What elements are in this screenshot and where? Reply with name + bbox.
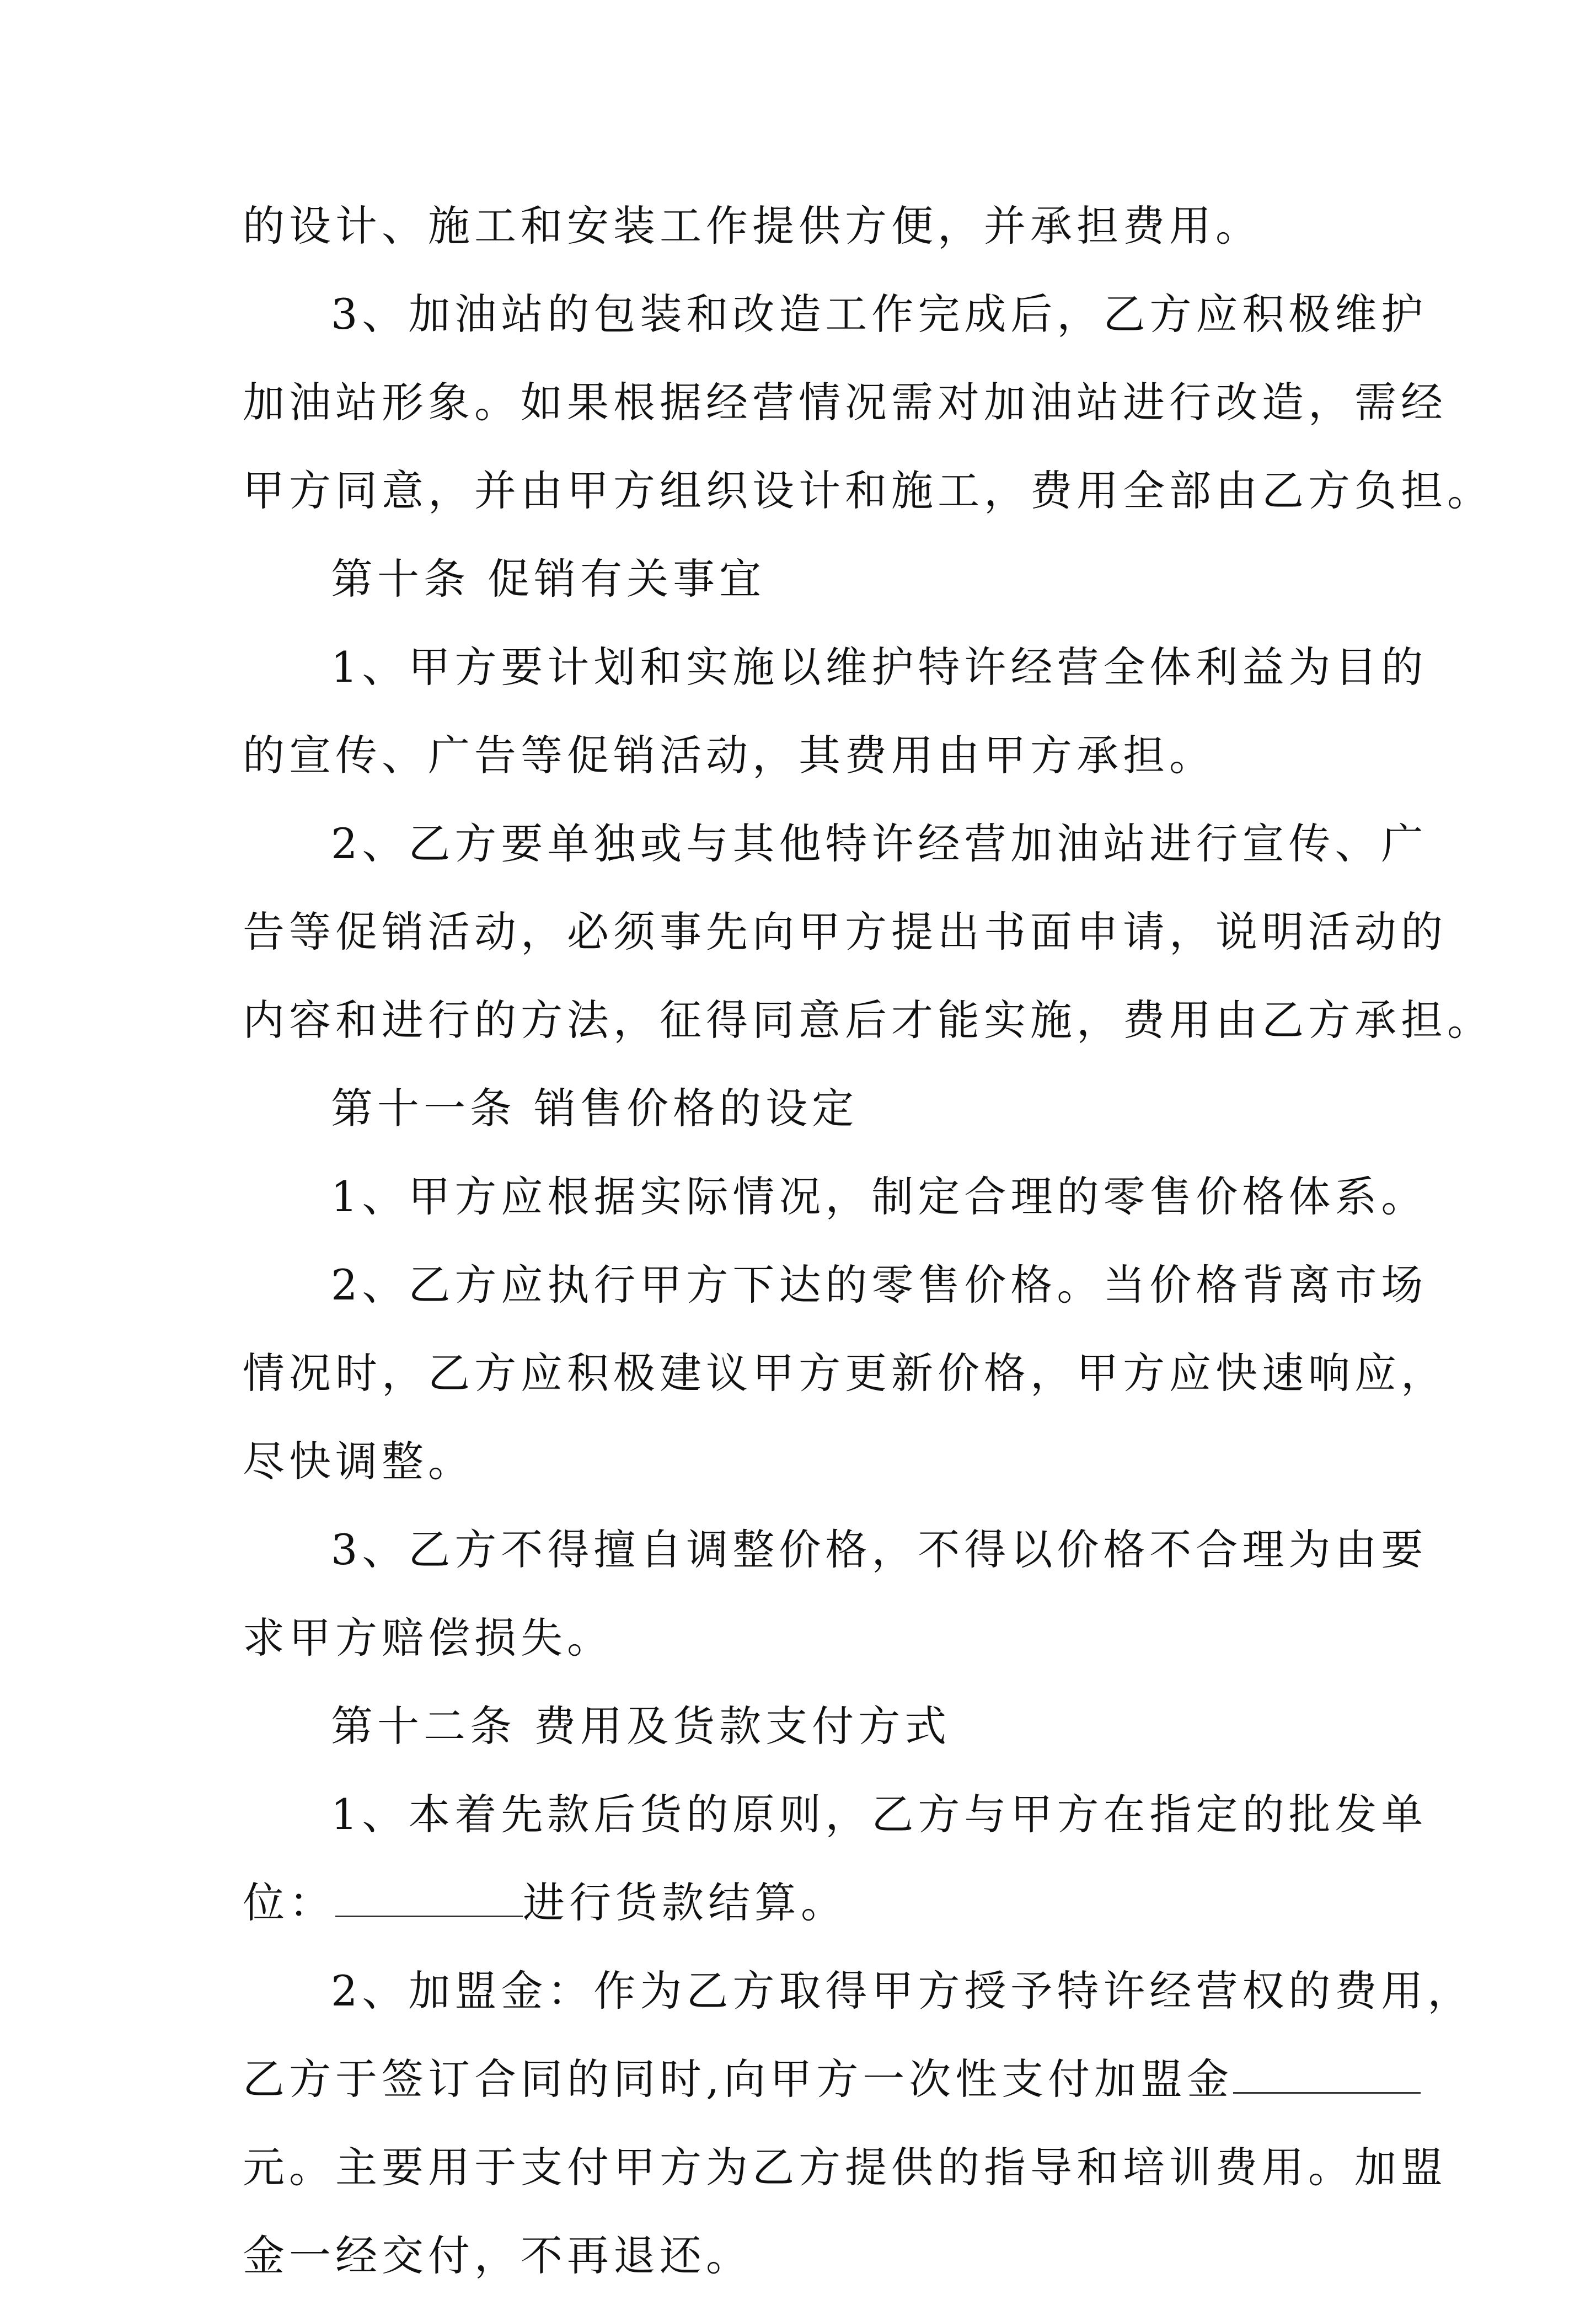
text-line: 3、乙方不得擅自调整价格，不得以价格不合理为由要 [331,1525,1428,1574]
section-heading: 第十一条 销售价格的设定 [331,1084,859,1133]
text-line: 告等促销活动，必须事先向甲方提出书面申请，说明活动的 [243,907,1447,956]
text-line: 情况时，乙方应积极建议甲方更新价格，甲方应快速响应， [243,1349,1447,1398]
text-line: 元。主要用于支付甲方为乙方提供的指导和培训费用。加盟 [243,2143,1447,2192]
text-line: 金一经交付，不再退还。 [243,2231,752,2280]
text-line: 1、甲方应根据实际情况，制定合理的零售价格体系。 [331,1172,1428,1221]
section-heading: 第十二条 费用及货款支付方式 [331,1702,951,1751]
text-line: 甲方同意，并由甲方组织设计和施工，费用全部由乙方负担。 [243,466,1493,515]
text-line: 2、加盟金：作为乙方取得甲方授予特许经营权的费用， [331,1966,1474,2015]
text-line: 尽快调整。 [243,1437,474,1486]
settlement-line-before: 位： [243,1878,335,1927]
text-line: 2、乙方应执行甲方下达的零售价格。当价格背离市场 [331,1260,1428,1309]
text-line: 1、本着先款后货的原则，乙方与甲方在指定的批发单 [331,1790,1428,1839]
blank-field [1233,2053,1421,2094]
document-page [243,182,1493,2300]
section-heading: 第十条 促销有关事宜 [331,554,766,603]
settlement-line-after: 进行货款结算。 [523,1878,847,1927]
text-line: 的设计、施工和安装工作提供方便，并承担费用。 [243,201,1262,250]
fee-amount-line [243,2035,1362,2124]
text-line: 加油站形象。如果根据经营情况需对加油站进行改造，需经 [243,378,1447,427]
blank-field [335,1877,523,1917]
settlement-line [243,1859,1362,1947]
text-line: 2、乙方要单独或与其他特许经营加油站进行宣传、广 [331,819,1428,868]
text-line: 1、甲方要计划和实施以维护特许经营全体利益为目的 [331,643,1428,692]
text-line: 内容和进行的方法，征得同意后才能实施，费用由乙方承担。 [243,996,1493,1045]
fee-amount-before: 乙方于签订合同的同时,向甲方一次性支付加盟金 [243,2055,1234,2104]
text-line: 3、加油站的包装和改造工作完成后，乙方应积极维护 [331,290,1428,339]
text-line: 的宣传、广告等促销活动，其费用由甲方承担。 [243,731,1215,780]
text-line: 求甲方赔偿损失。 [243,1613,613,1662]
